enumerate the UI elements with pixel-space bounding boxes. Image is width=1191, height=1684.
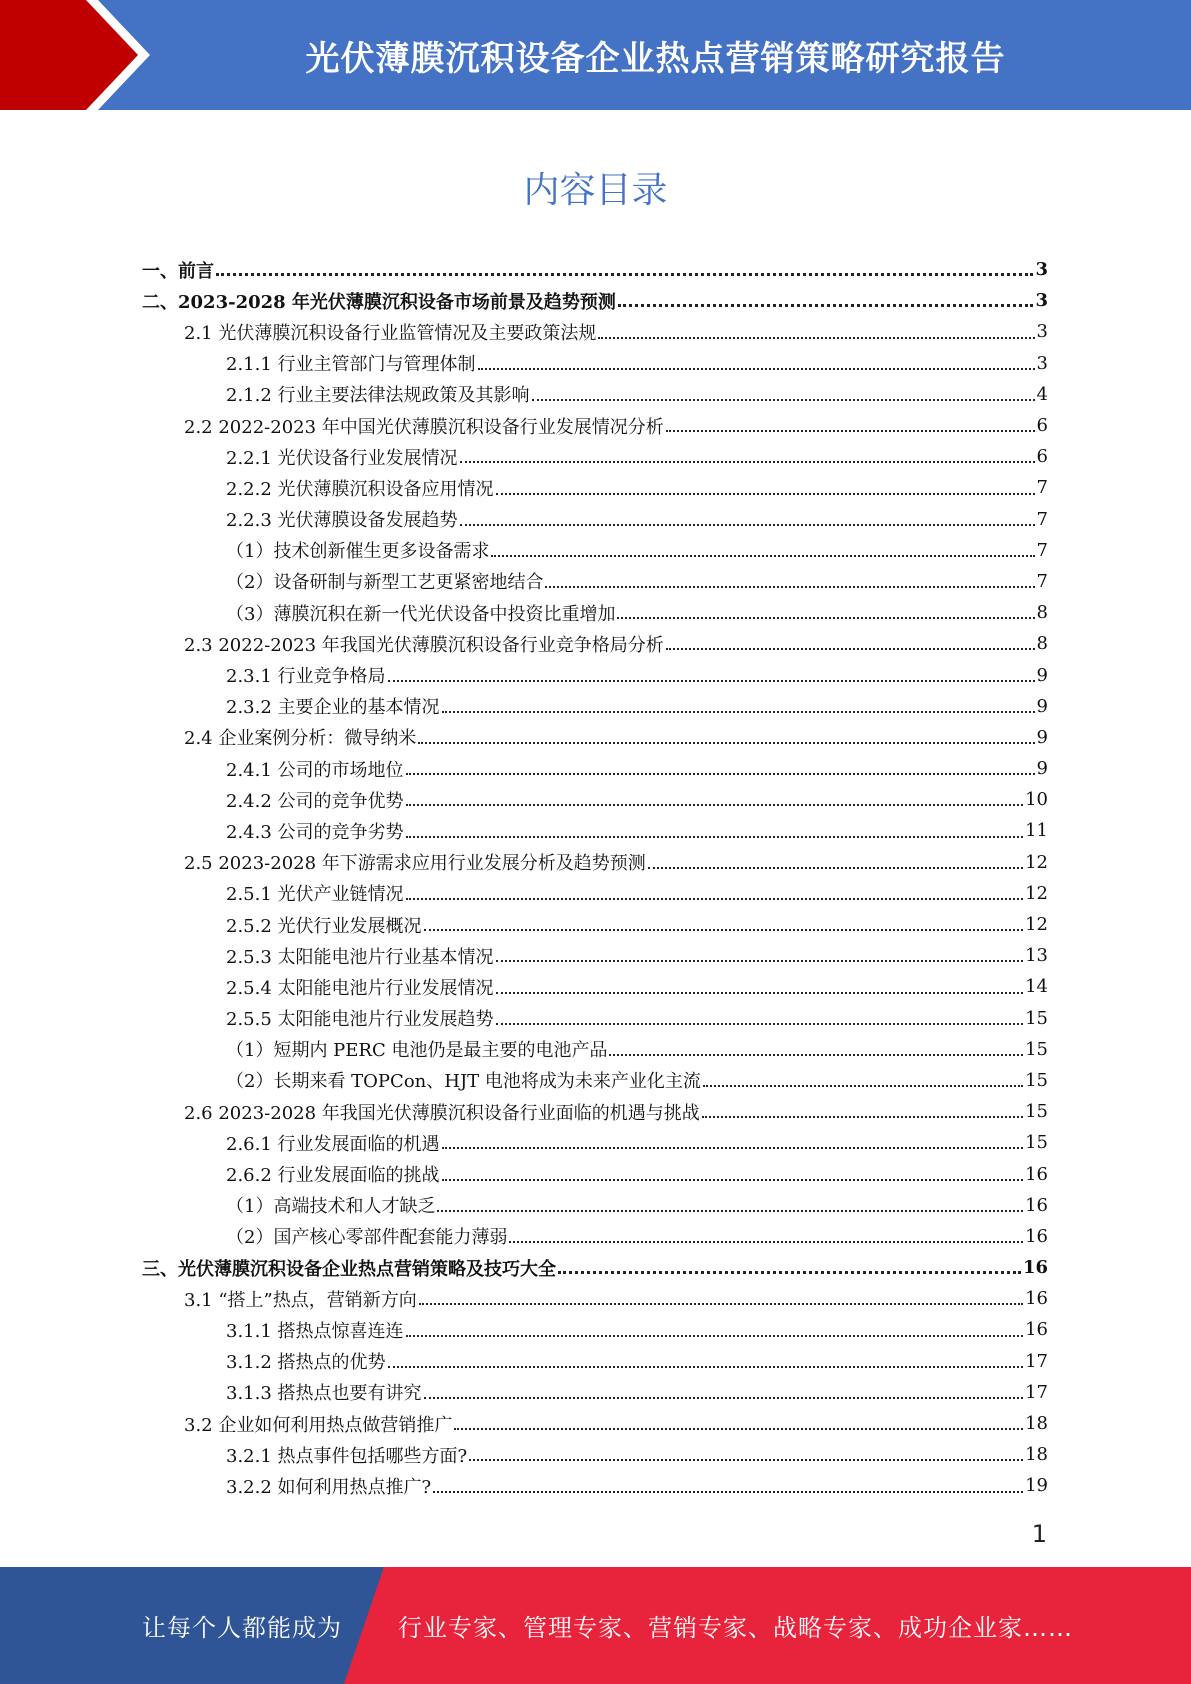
dot-leader (703, 1084, 1023, 1087)
toc-entry-label: 2.2 2022-2023 年中国光伏薄膜沉积设备行业发展情况分析 (184, 416, 664, 438)
toc-entry-page: 16 (1025, 1163, 1048, 1185)
toc-entry-label: 2.3.2 主要企业的基本情况 (226, 697, 440, 719)
toc-entry-page: 8 (1036, 602, 1048, 624)
dot-leader (666, 647, 1035, 650)
toc-entry-page: 14 (1025, 976, 1048, 998)
toc-entry-page: 8 (1036, 633, 1048, 655)
toc-entry-page: 15 (1025, 1132, 1048, 1154)
toc-entry[interactable] (142, 753, 1048, 784)
toc-entry-label: 2.3.1 行业竞争格局 (226, 666, 386, 688)
toc-entry[interactable] (142, 1065, 1048, 1096)
toc-entry-label: 2.6.1 行业发展面临的机遇 (226, 1133, 440, 1155)
toc-entry-label: （2）设备研制与新型工艺更紧密地结合 (226, 572, 544, 594)
header-banner (0, 0, 1191, 110)
toc-entry[interactable] (142, 1470, 1048, 1501)
toc-entry-label: 2.2.2 光伏薄膜沉积设备应用情况 (226, 478, 494, 500)
dot-leader (442, 1178, 1024, 1181)
toc-entry-label: （1）高端技术和人才缺乏 (226, 1196, 436, 1218)
toc-entry[interactable] (142, 1377, 1048, 1408)
toc-entry[interactable] (142, 971, 1048, 1002)
toc-entry[interactable] (142, 1283, 1048, 1314)
toc-entry-label: 2.4.1 公司的市场地位 (226, 759, 404, 781)
toc-entry-page: 12 (1025, 914, 1048, 936)
toc-entry[interactable] (142, 1439, 1048, 1470)
dot-leader (454, 1427, 1023, 1430)
toc-entry[interactable] (142, 441, 1048, 472)
toc-entry[interactable] (142, 909, 1048, 940)
dot-leader (406, 772, 1035, 775)
toc-entry[interactable] (142, 1314, 1048, 1345)
toc-entry-label: （2）国产核心零部件配套能力薄弱 (226, 1227, 508, 1249)
toc-entry[interactable] (142, 410, 1048, 441)
toc-entry-page: 16 (1025, 1194, 1048, 1216)
dot-leader (469, 1458, 1023, 1461)
dot-leader (460, 460, 1035, 463)
toc-entry[interactable] (142, 878, 1048, 909)
dot-leader (460, 523, 1035, 526)
dot-leader (666, 429, 1035, 432)
toc-entry-label: 2.6 2023-2028 年我国光伏薄膜沉积设备行业面临的机遇与挑战 (184, 1102, 700, 1124)
toc-entry-page: 3 (1036, 352, 1048, 374)
toc-entry[interactable] (142, 1158, 1048, 1189)
toc-entry-page: 13 (1025, 945, 1048, 967)
toc-entry[interactable] (142, 1096, 1048, 1127)
toc-entry-label: 3.1.1 搭热点惊喜连连 (226, 1320, 404, 1342)
toc-entry[interactable] (142, 1003, 1048, 1034)
toc-entry-label: 2.4.2 公司的竞争优势 (226, 790, 404, 812)
toc-entry[interactable] (142, 784, 1048, 815)
toc-entry-label: （1）技术创新催生更多设备需求 (226, 541, 490, 563)
dot-leader (388, 1365, 1024, 1368)
toc-entry-label: （3）薄膜沉积在新一代光伏设备中投资比重增加 (226, 603, 616, 625)
toc-entry-page: 6 (1036, 446, 1048, 468)
toc-entry-page: 17 (1025, 1381, 1048, 1403)
footer-banner (0, 1567, 1191, 1684)
dot-leader (478, 367, 1035, 370)
toc-entry-label: 2.3 2022-2023 年我国光伏薄膜沉积设备行业竞争格局分析 (184, 634, 664, 656)
toc-entry-page: 15 (1025, 1069, 1048, 1091)
dot-leader (618, 303, 1034, 307)
dot-leader (609, 1053, 1023, 1056)
toc-entry[interactable] (142, 254, 1048, 285)
dot-leader (598, 336, 1034, 339)
dot-leader (496, 1022, 1024, 1025)
dot-leader (406, 803, 1024, 806)
toc-entry-page: 9 (1036, 664, 1048, 686)
toc-entry-page: 4 (1036, 383, 1048, 405)
dot-leader (509, 1240, 1023, 1243)
dot-leader (558, 1270, 1021, 1274)
toc-entry-page: 16 (1022, 1257, 1048, 1279)
dot-leader (491, 554, 1034, 557)
toc-heading: 内容目录 (523, 170, 668, 211)
toc-entry[interactable] (142, 597, 1048, 628)
dot-leader (702, 1115, 1023, 1118)
toc-entry-label: （2）长期来看 TOPCon、HJT 电池将成为未来产业化主流 (226, 1071, 701, 1093)
toc-entry-label: 2.5.3 太阳能电池片行业基本情况 (226, 946, 494, 968)
toc-entry[interactable] (142, 1127, 1048, 1158)
toc-entry-page: 3 (1036, 321, 1048, 343)
toc-entry-page: 7 (1036, 570, 1048, 592)
toc-entry[interactable] (142, 659, 1048, 690)
toc-entry-label: 2.1 光伏薄膜沉积设备行业监管情况及主要政策法规 (184, 322, 597, 344)
dot-leader (532, 398, 1035, 401)
toc-entry-page: 9 (1036, 758, 1048, 780)
toc-entry[interactable] (142, 379, 1048, 410)
toc-entry-page: 12 (1025, 851, 1048, 873)
toc-entry[interactable] (142, 1190, 1048, 1221)
dot-leader (216, 272, 1033, 276)
dot-leader (424, 928, 1024, 931)
toc-entry-page: 6 (1036, 415, 1048, 437)
toc-entry-label: 2.5.1 光伏产业链情况 (226, 884, 404, 906)
dot-leader (418, 741, 1034, 744)
toc-entry-page: 7 (1036, 539, 1048, 561)
toc-entry[interactable] (142, 815, 1048, 846)
dot-leader (424, 1396, 1024, 1399)
toc-entry[interactable] (142, 316, 1048, 347)
toc-entry-page: 9 (1036, 726, 1048, 748)
toc-entry-page: 17 (1025, 1350, 1048, 1372)
toc-entry-page: 19 (1025, 1475, 1048, 1497)
dot-leader (406, 1334, 1024, 1337)
toc-entry-label: 3.1.3 搭热点也要有讲究 (226, 1383, 422, 1405)
toc-entry-label: 2.1.2 行业主要法律法规政策及其影响 (226, 385, 530, 407)
toc-entry-label: 2.1.1 行业主管部门与管理体制 (226, 354, 476, 376)
toc-entry-label: 2.5 2023-2028 年下游需求应用行业发展分析及趋势预测 (184, 853, 646, 875)
toc-entry-page: 16 (1025, 1225, 1048, 1247)
toc-entry-page: 3 (1035, 259, 1048, 281)
toc-entry[interactable] (142, 1034, 1048, 1065)
dot-leader (496, 991, 1024, 994)
toc-entry-label: 二、2023-2028 年光伏薄膜沉积设备市场前景及趋势预测 (142, 291, 616, 313)
toc-entry-page: 16 (1025, 1319, 1048, 1341)
footer-slogan-left: 让每个人都能成为 (142, 1614, 342, 1642)
dot-leader (437, 1209, 1023, 1212)
toc-entry[interactable] (142, 535, 1048, 566)
dot-leader (648, 866, 1023, 869)
toc-entry-page: 18 (1025, 1444, 1048, 1466)
toc-entry[interactable] (142, 628, 1048, 659)
toc-entry-label: 3.2.2 如何利用热点推广? (226, 1476, 432, 1498)
toc-entry-label: 2.2.3 光伏薄膜设备发展趋势 (226, 510, 458, 532)
footer-slogan-right: 行业专家、管理专家、营销专家、战略专家、成功企业家…… (398, 1614, 1073, 1642)
toc-entry-page: 7 (1036, 477, 1048, 499)
toc-entry-label: 3.1.2 搭热点的优势 (226, 1352, 386, 1374)
dot-leader (442, 710, 1035, 713)
toc-entry[interactable] (142, 566, 1048, 597)
toc-entry-page: 3 (1035, 290, 1048, 312)
toc-entry[interactable] (142, 1408, 1048, 1439)
toc-entry-page: 15 (1025, 1101, 1048, 1123)
page-number: 1 (1031, 1520, 1047, 1548)
toc-entry-page: 9 (1036, 695, 1048, 717)
toc-entry-page: 11 (1025, 820, 1048, 842)
toc-entry-label: 2.5.5 太阳能电池片行业发展趋势 (226, 1009, 494, 1031)
toc-entry[interactable] (142, 691, 1048, 722)
dot-leader (388, 679, 1035, 682)
toc-entry-page: 7 (1036, 508, 1048, 530)
dot-leader (496, 492, 1035, 495)
dot-leader (406, 897, 1024, 900)
toc-entry-page: 18 (1025, 1413, 1048, 1435)
toc-entry-page: 16 (1025, 1288, 1048, 1310)
dot-leader (433, 1490, 1023, 1493)
toc-entry[interactable] (142, 1252, 1048, 1283)
toc-entry[interactable] (142, 722, 1048, 753)
toc-entry-label: 3.2.1 热点事件包括哪些方面? (226, 1445, 468, 1467)
toc-entry-label: 2.6.2 行业发展面临的挑战 (226, 1165, 440, 1187)
dot-leader (496, 959, 1024, 962)
toc-entry[interactable] (142, 504, 1048, 535)
toc-entry-label: 2.4 企业案例分析：微导纳米 (184, 728, 417, 750)
table-of-contents (142, 254, 1048, 1502)
toc-entry[interactable] (142, 285, 1048, 316)
toc-entry-page: 15 (1025, 1038, 1048, 1060)
dot-leader (617, 616, 1034, 619)
toc-entry-label: 2.5.2 光伏行业发展概况 (226, 915, 422, 937)
toc-entry-label: 2.5.4 太阳能电池片行业发展情况 (226, 977, 494, 999)
toc-entry-page: 12 (1025, 882, 1048, 904)
toc-entry[interactable] (142, 940, 1048, 971)
toc-entry[interactable] (142, 847, 1048, 878)
dot-leader (419, 1302, 1023, 1305)
toc-entry-label: 3.1 “搭上”热点，营销新方向 (184, 1289, 417, 1311)
report-title: 光伏薄膜沉积设备企业热点营销策略研究报告 (305, 38, 1006, 79)
dot-leader (442, 1146, 1024, 1149)
dot-leader (406, 835, 1024, 838)
toc-entry-label: 2.4.3 公司的竞争劣势 (226, 821, 404, 843)
toc-entry-page: 15 (1025, 1007, 1048, 1029)
toc-entry-page: 10 (1025, 789, 1048, 811)
toc-entry[interactable] (142, 348, 1048, 379)
toc-entry-label: （1）短期内 PERC 电池仍是最主要的电池产品 (226, 1040, 608, 1062)
toc-entry[interactable] (142, 1346, 1048, 1377)
toc-entry-label: 三、光伏薄膜沉积设备企业热点营销策略及技巧大全 (142, 1258, 556, 1280)
toc-entry-label: 一、前言 (142, 260, 214, 282)
dot-leader (545, 585, 1034, 588)
toc-entry-label: 2.2.1 光伏设备行业发展情况 (226, 447, 458, 469)
toc-entry[interactable] (142, 1221, 1048, 1252)
toc-entry-label: 3.2 企业如何利用热点做营销推广 (184, 1414, 453, 1436)
toc-entry[interactable] (142, 472, 1048, 503)
